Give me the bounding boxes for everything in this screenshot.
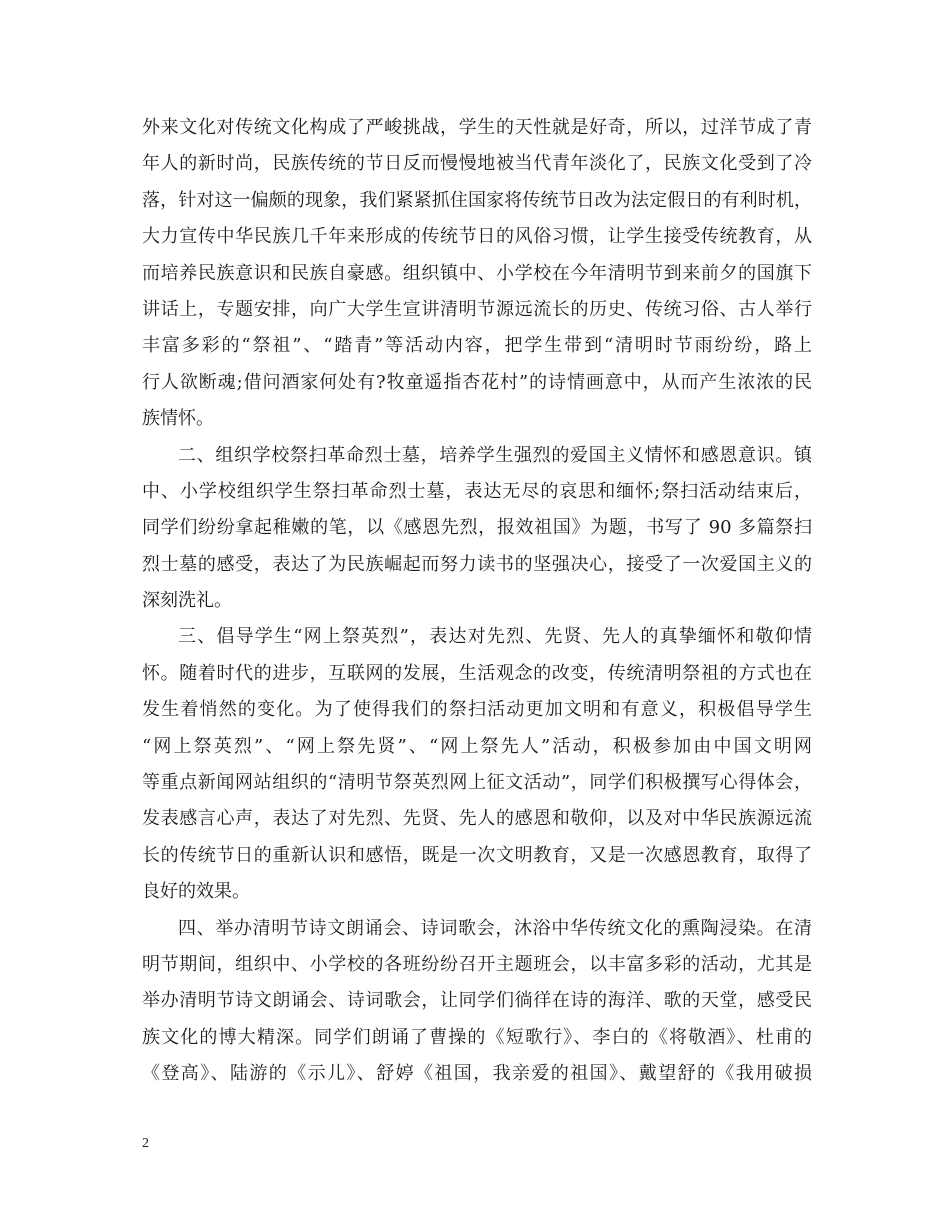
text-line: 行人欲断魂;借问酒家何处有?牧童遥指杏花村”的诗情画意中，从而产生浓浓的民	[142, 371, 812, 393]
document-body	[142, 110, 812, 1093]
text-line: 族情怀。	[142, 408, 214, 430]
text-line: 而培养民族意识和民族自豪感。组织镇中、小学校在今年清明节到来前夕的国旗下	[142, 262, 812, 284]
text-line: 年人的新时尚，民族传统的节日反而慢慢地被当代青年淡化了，民族文化受到了冷	[142, 153, 812, 175]
text-line: 外来文化对传统文化构成了严峻挑战，学生的天性就是好奇，所以，过洋节成了青	[142, 117, 812, 138]
page-number: 2	[142, 1136, 149, 1151]
text-line: 发表感言心声，表达了对先烈、先贤、先人的感恩和敬仰，以及对中华民族源远流	[142, 808, 812, 830]
text-line: 深刻洗礼。	[142, 590, 232, 612]
text-line: 明节期间，组织中、小学校的各班纷纷召开主题班会，以丰富多彩的活动，尤其是	[142, 953, 812, 975]
text-line: 同学们纷纷拿起稚嫩的笔，以《感恩先烈，报效祖国》为题，书写了 90 多篇祭扫	[142, 517, 812, 539]
paragraph-heading-line: 三、倡导学生“网上祭英烈”，表达对先烈、先贤、先人的真挚缅怀和敬仰情	[178, 626, 812, 648]
text-line: 讲话上，专题安排，向广大学生宣讲清明节源远流长的历史、传统习俗、古人举行	[142, 298, 812, 320]
paragraph-heading-line: 二、组织学校祭扫革命烈士墓，培养学生强烈的爱国主义情怀和感恩意识。镇	[178, 444, 812, 466]
text-line: 怀。随着时代的进步，互联网的发展，生活观念的改变，传统清明祭祖的方式也在	[142, 662, 812, 684]
text-line: 发生着悄然的变化。为了使得我们的祭扫活动更加文明和有意义，积极倡导学生	[142, 699, 812, 721]
text-line: 烈士墓的感受，表达了为民族崛起而努力读书的坚强决心，接受了一次爱国主义的	[142, 553, 812, 575]
text-line: 大力宣传中华民族几千年来形成的传统节日的风俗习惯，让学生接受传统教育，从	[142, 226, 812, 248]
text-line: 良好的效果。	[142, 881, 250, 903]
text-line: “网上祭英烈”、“网上祭先贤”、“网上祭先人”活动，积极参加由中国文明网	[142, 735, 812, 757]
text-line: 长的传统节日的重新认识和感悟，既是一次文明教育，又是一次感恩教育，取得了	[142, 844, 812, 866]
text-line: 落，针对这一偏颇的现象，我们紧紧抓住国家将传统节日改为法定假日的有利时机，	[142, 189, 812, 211]
text-line: 《登高》、陆游的《示儿》、舒婷《祖国，我亲爱的祖国》、戴望舒的《我用破损	[142, 1063, 812, 1085]
text-line: 丰富多彩的“祭祖”、“踏青”等活动内容，把学生带到“清明时节雨纷纷，路上	[142, 335, 812, 357]
text-line: 中、小学校组织学生祭扫革命烈士墓，表达无尽的哀思和缅怀;祭扫活动结束后，	[142, 480, 812, 502]
text-line: 族文化的博大精深。同学们朗诵了曹操的《短歌行》、李白的《将敬酒》、杜甫的	[142, 1026, 812, 1048]
paragraph-heading-line: 四、举办清明节诗文朗诵会、诗词歌会，沐浴中华传统文化的熏陶浸染。在清	[178, 917, 812, 939]
text-line: 等重点新闻网站组织的“清明节祭英烈网上征文活动”，同学们积极撰写心得体会，	[142, 772, 812, 794]
text-line: 举办清明节诗文朗诵会、诗词歌会，让同学们徜徉在诗的海洋、歌的天堂，感受民	[142, 990, 812, 1012]
